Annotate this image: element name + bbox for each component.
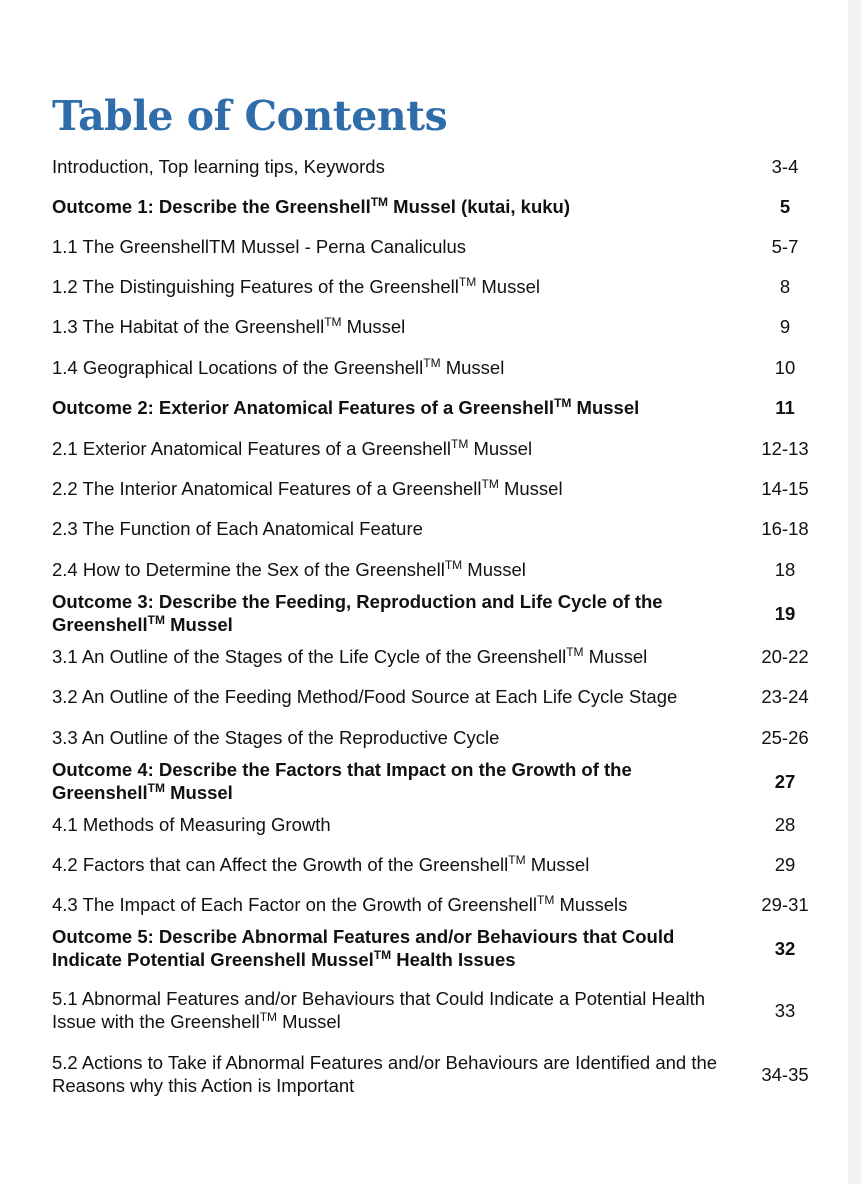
trademark-mark: TM: [147, 613, 165, 627]
toc-entry: [52, 645, 820, 668]
trademark-mark: TM: [373, 948, 392, 962]
toc-page-number: 9: [779, 316, 791, 337]
toc-entry-label: Outcome 5: Describe Abnormal Features and/or Behaviours that Could Indicate Potential Greenshell Mussel™ Health Issues: [52, 926, 675, 970]
toc-entry: [52, 235, 820, 258]
toc-entry-label: 1.4 Geographical Locations of the Greenshell™ Mussel: [52, 356, 505, 378]
toc-entry-label: 4.1 Methods of Measuring Growth: [52, 814, 331, 835]
toc-outcome-heading: [52, 195, 820, 218]
trademark-mark: TM: [458, 275, 477, 289]
toc-page-number: 5: [779, 196, 791, 217]
toc-page-number: 29-31: [761, 894, 809, 915]
toc-page-number: 19: [774, 602, 796, 624]
toc-page-number: 25-26: [761, 727, 809, 748]
toc-entry-label: 2.2 The Interior Anatomical Features of a Greenshell™ Mussel: [52, 477, 563, 499]
toc-page-number: 18: [774, 559, 796, 580]
toc-entry-label: Outcome 1: Describe the Greenshell™ Mussel (kutai, kuku): [52, 195, 571, 217]
toc-entry-label: 2.1 Exterior Anatomical Features of a Greenshell™ Mussel: [52, 437, 533, 459]
toc-page-number: 20-22: [761, 646, 809, 667]
trademark-mark: TM: [554, 396, 572, 410]
toc-entry: [52, 853, 820, 876]
toc-entry: [52, 813, 820, 836]
trademark-mark: TM: [537, 893, 555, 907]
toc-entry-label: 3.1 An Outline of the Stages of the Life Cycle of the Greenshell™ Mussel: [52, 645, 648, 667]
page-title: Table of Contents: [52, 92, 448, 140]
toc-page-number: 32: [774, 937, 796, 959]
toc-entry: [52, 987, 820, 1033]
trademark-mark: TM: [324, 315, 342, 329]
toc-entry-label: 4.3 The Impact of Each Factor on the Growth of Greenshell™ Mussels: [52, 893, 628, 915]
toc-entry-label: 3.2 An Outline of the Feeding Method/Food Source at Each Life Cycle Stage: [52, 686, 678, 707]
toc-page-number: 29: [774, 854, 796, 875]
trademark-mark: TM: [259, 1010, 278, 1024]
toc-outcome-heading: [52, 396, 820, 419]
toc-outcome-heading: [52, 925, 820, 971]
toc-page-number: 3-4: [771, 156, 799, 177]
toc-page-number: 12-13: [761, 438, 809, 459]
trademark-mark: TM: [508, 853, 526, 867]
trademark-mark: TM: [481, 477, 499, 491]
toc-entry: [52, 893, 820, 916]
toc-page-number: 14-15: [761, 478, 809, 499]
toc-page-number: 10: [774, 357, 796, 378]
toc-entry: [52, 1051, 820, 1097]
toc-entry-label: 1.1 The GreenshellTM Mussel - Perna Canaliculus: [52, 236, 467, 257]
toc-entry: [52, 517, 820, 540]
toc-entry-label: Outcome 2: Exterior Anatomical Features of a Greenshell™ Mussel: [52, 396, 640, 418]
toc-entry-label: Introduction, Top learning tips, Keywords: [52, 156, 385, 177]
toc-page-number: 33: [774, 999, 796, 1021]
toc-entry: [52, 558, 820, 581]
toc-entry: [52, 477, 820, 500]
toc-entry-label: Outcome 3: Describe the Feeding, Reproduction and Life Cycle of the Greenshell™ Mussel: [52, 591, 663, 635]
toc-entry: [52, 275, 820, 298]
toc-page-number: 23-24: [761, 686, 809, 707]
toc-page-number: 5-7: [771, 236, 799, 257]
trademark-mark: TM: [450, 437, 469, 451]
toc-entry-label: 1.2 The Distinguishing Features of the Greenshell™ Mussel: [52, 275, 540, 297]
toc-page-number: 28: [774, 814, 796, 835]
toc-entry-label: 3.3 An Outline of the Stages of the Reproductive Cycle: [52, 727, 500, 748]
trademark-mark: TM: [370, 195, 389, 209]
toc-entry: [52, 315, 820, 338]
toc-entry-label: 5.1 Abnormal Features and/or Behaviours that Could Indicate a Potential Health Issue with the Greenshell™ Mussel: [52, 988, 706, 1032]
toc-entry: [52, 685, 820, 708]
toc-page-number: 8: [779, 276, 791, 297]
toc-entry: [52, 155, 820, 178]
toc-entry-label: 5.2 Actions to Take if Abnormal Features and/or Behaviours are Identified and the Reasons why this Action is Important: [52, 1052, 718, 1096]
toc-entry: [52, 356, 820, 379]
toc-entry-label: Outcome 4: Describe the Factors that Impact on the Growth of the Greenshell™ Mussel: [52, 759, 632, 803]
trademark-mark: TM: [423, 356, 441, 370]
toc-entry-label: 2.3 The Function of Each Anatomical Feature: [52, 518, 423, 539]
trademark-mark: TM: [444, 558, 463, 572]
toc-entry: [52, 726, 820, 749]
toc-entry: [52, 437, 820, 460]
toc-outcome-heading: [52, 758, 820, 804]
toc-page-number: 27: [774, 770, 796, 792]
toc-entry-label: 2.4 How to Determine the Sex of the Greenshell™ Mussel: [52, 558, 526, 580]
toc-entry-label: 1.3 The Habitat of the Greenshell™ Mussel: [52, 315, 406, 337]
trademark-mark: TM: [147, 781, 165, 795]
toc-page-number: 34-35: [761, 1063, 809, 1085]
toc-page-number: 11: [775, 397, 795, 418]
toc-outcome-heading: [52, 590, 820, 636]
toc-page-number: 16-18: [761, 518, 809, 539]
toc-entry-label: 4.2 Factors that can Affect the Growth of the Greenshell™ Mussel: [52, 853, 590, 875]
trademark-mark: TM: [566, 645, 584, 659]
